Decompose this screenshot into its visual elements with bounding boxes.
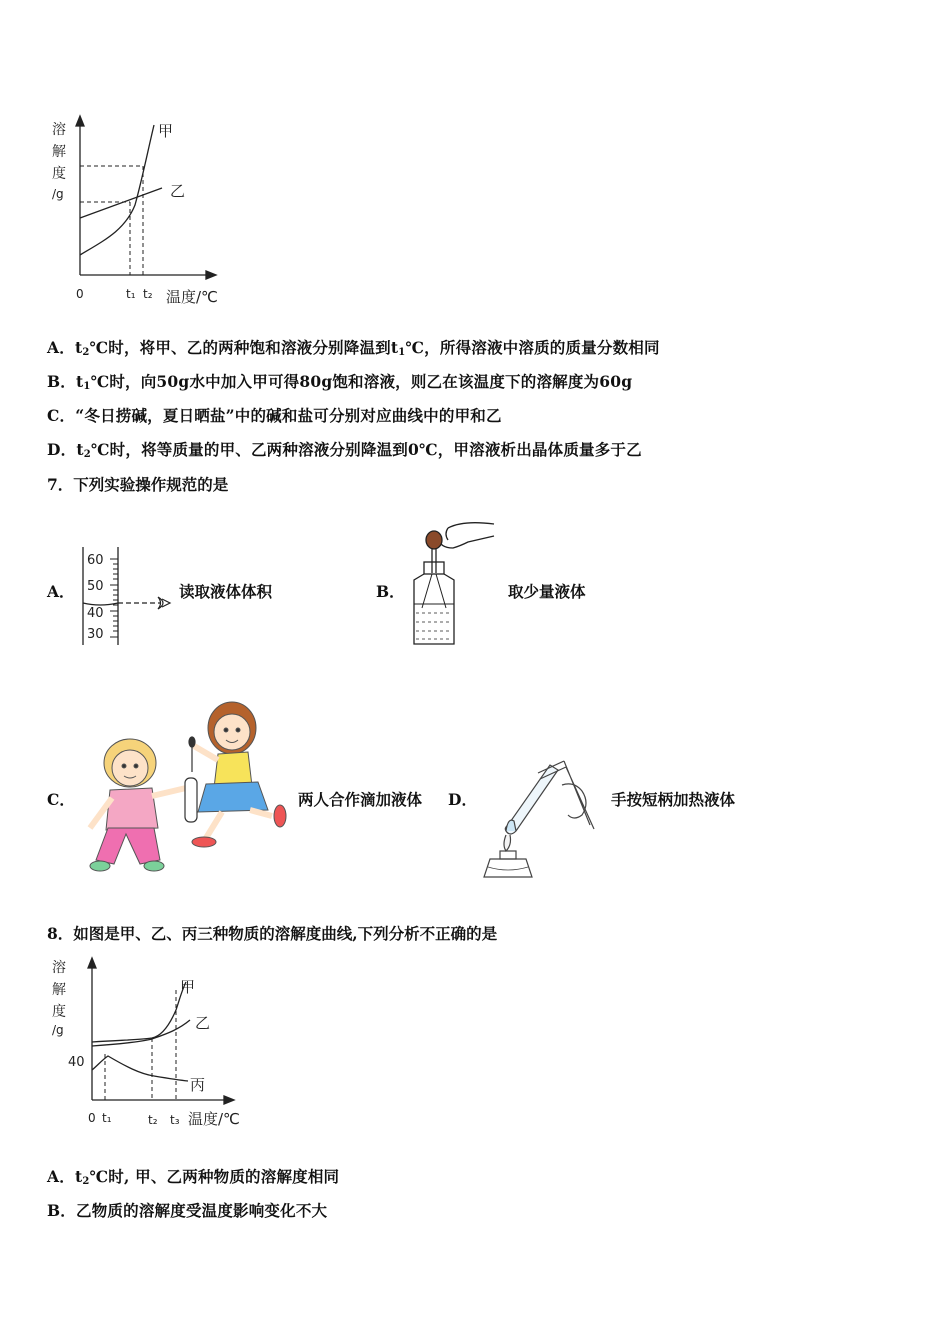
q6-option-d[interactable]: D．$t_2℃$时，将等质量的甲、乙两种溶液分别降温到0℃，甲溶液析出晶体质量多于乙 — [47, 440, 642, 460]
test-tube — [185, 778, 197, 822]
x-axis-label: 温度/℃ — [166, 288, 218, 306]
origin-label: 0 — [88, 1111, 96, 1125]
q6-option-a[interactable]: A．$t_2℃$时，将甲、乙的两种饱和溶液分别降温到$t_1℃$，所得溶液中溶质的质量分数相同 — [47, 338, 660, 358]
meniscus — [83, 603, 118, 605]
y-label-4: /g — [52, 187, 64, 201]
y-axis-arrow — [76, 116, 84, 126]
t1-label: t₁ — [102, 1111, 112, 1125]
q7-option-c-letter[interactable]: C． — [47, 790, 75, 809]
scale-30: 30 — [87, 627, 104, 642]
flame — [504, 835, 511, 851]
x-axis-arrow — [224, 1096, 234, 1104]
q6-option-b[interactable]: B．$t_1℃$时，向50g水中加入甲可得80g饱和溶液，则乙在该温度下的溶解度为60g — [47, 372, 633, 392]
graduated-cylinder-figure — [78, 545, 178, 650]
hand-figure — [562, 784, 586, 818]
t2-label: t₂ — [143, 287, 153, 301]
bottle-body — [414, 574, 454, 644]
child1-face — [112, 750, 148, 786]
q7-option-b-letter[interactable]: B． — [376, 582, 405, 601]
q8-option-b[interactable]: B．乙物质的溶解度受温度影响变化不大 — [47, 1201, 328, 1220]
q7-option-a-caption: 读取液体体积 — [179, 582, 273, 601]
curve-jia — [92, 982, 186, 1042]
q7-option-c-caption: 两人合作滴加液体 — [298, 790, 423, 809]
child1-pants — [96, 828, 160, 864]
curve-bing — [92, 1056, 188, 1081]
y-axis-arrow — [88, 958, 96, 968]
curve-yi-label: 乙 — [170, 182, 186, 200]
x-axis-label: 温度/℃ — [188, 1110, 240, 1128]
x-axis-arrow — [206, 271, 216, 279]
scale-60: 60 — [87, 553, 104, 568]
two-children-figure — [82, 688, 292, 878]
dropper-bottle-figure — [408, 518, 503, 648]
t1-label: t₁ — [126, 287, 136, 301]
curve-jia-label: 甲 — [180, 978, 196, 996]
child2-skirt — [198, 782, 268, 812]
q7-option-d-caption: 手按短柄加热液体 — [611, 790, 736, 809]
curve-yi — [92, 1020, 190, 1046]
curve-jia-label: 甲 — [158, 122, 174, 140]
child2-face — [214, 714, 250, 750]
heating-test-tube-figure — [478, 755, 603, 885]
scale-40: 40 — [87, 606, 104, 621]
q7-option-d-letter[interactable]: D． — [448, 790, 477, 809]
t2-label: t₂ — [148, 1113, 158, 1127]
q8-option-a[interactable]: A．$t_2℃$时, 甲、乙两种物质的溶解度相同 — [47, 1167, 340, 1187]
curve-yi — [80, 188, 162, 218]
solubility-graph-2 — [40, 950, 260, 1135]
q7-option-a-letter[interactable]: A． — [47, 582, 75, 601]
q6-option-c[interactable]: C．“冬日捞碱，夏日晒盐”中的碱和盐可分别对应曲线中的甲和乙 — [47, 406, 502, 425]
y-label-2: 解 — [52, 982, 66, 998]
y-label-3: 度 — [52, 1004, 66, 1020]
y-label-1: 溶 — [52, 122, 66, 138]
origin-label: 0 — [76, 287, 84, 301]
child1-shirt — [106, 788, 158, 830]
y-label-3: 度 — [52, 166, 66, 182]
y-tick-40: 40 — [68, 1055, 85, 1070]
q8-stem: 8．如图是甲、乙、丙三种物质的溶解度曲线,下列分析不正确的是 — [47, 924, 498, 943]
q7-stem: 7．下列实验操作规范的是 — [47, 475, 229, 494]
curve-bing-label: 丙 — [190, 1076, 206, 1094]
y-label-2: 解 — [52, 144, 66, 160]
bottle-neck — [424, 562, 444, 574]
q7-option-b-caption: 取少量液体 — [508, 582, 586, 601]
y-label-1: 溶 — [52, 960, 66, 976]
solubility-graph-1 — [40, 110, 240, 310]
curve-yi-label: 乙 — [195, 1014, 211, 1032]
scale-50: 50 — [87, 579, 104, 594]
dropper-bulb — [426, 531, 442, 549]
y-label-4: /g — [52, 1023, 64, 1037]
t3-label: t₃ — [170, 1113, 180, 1127]
